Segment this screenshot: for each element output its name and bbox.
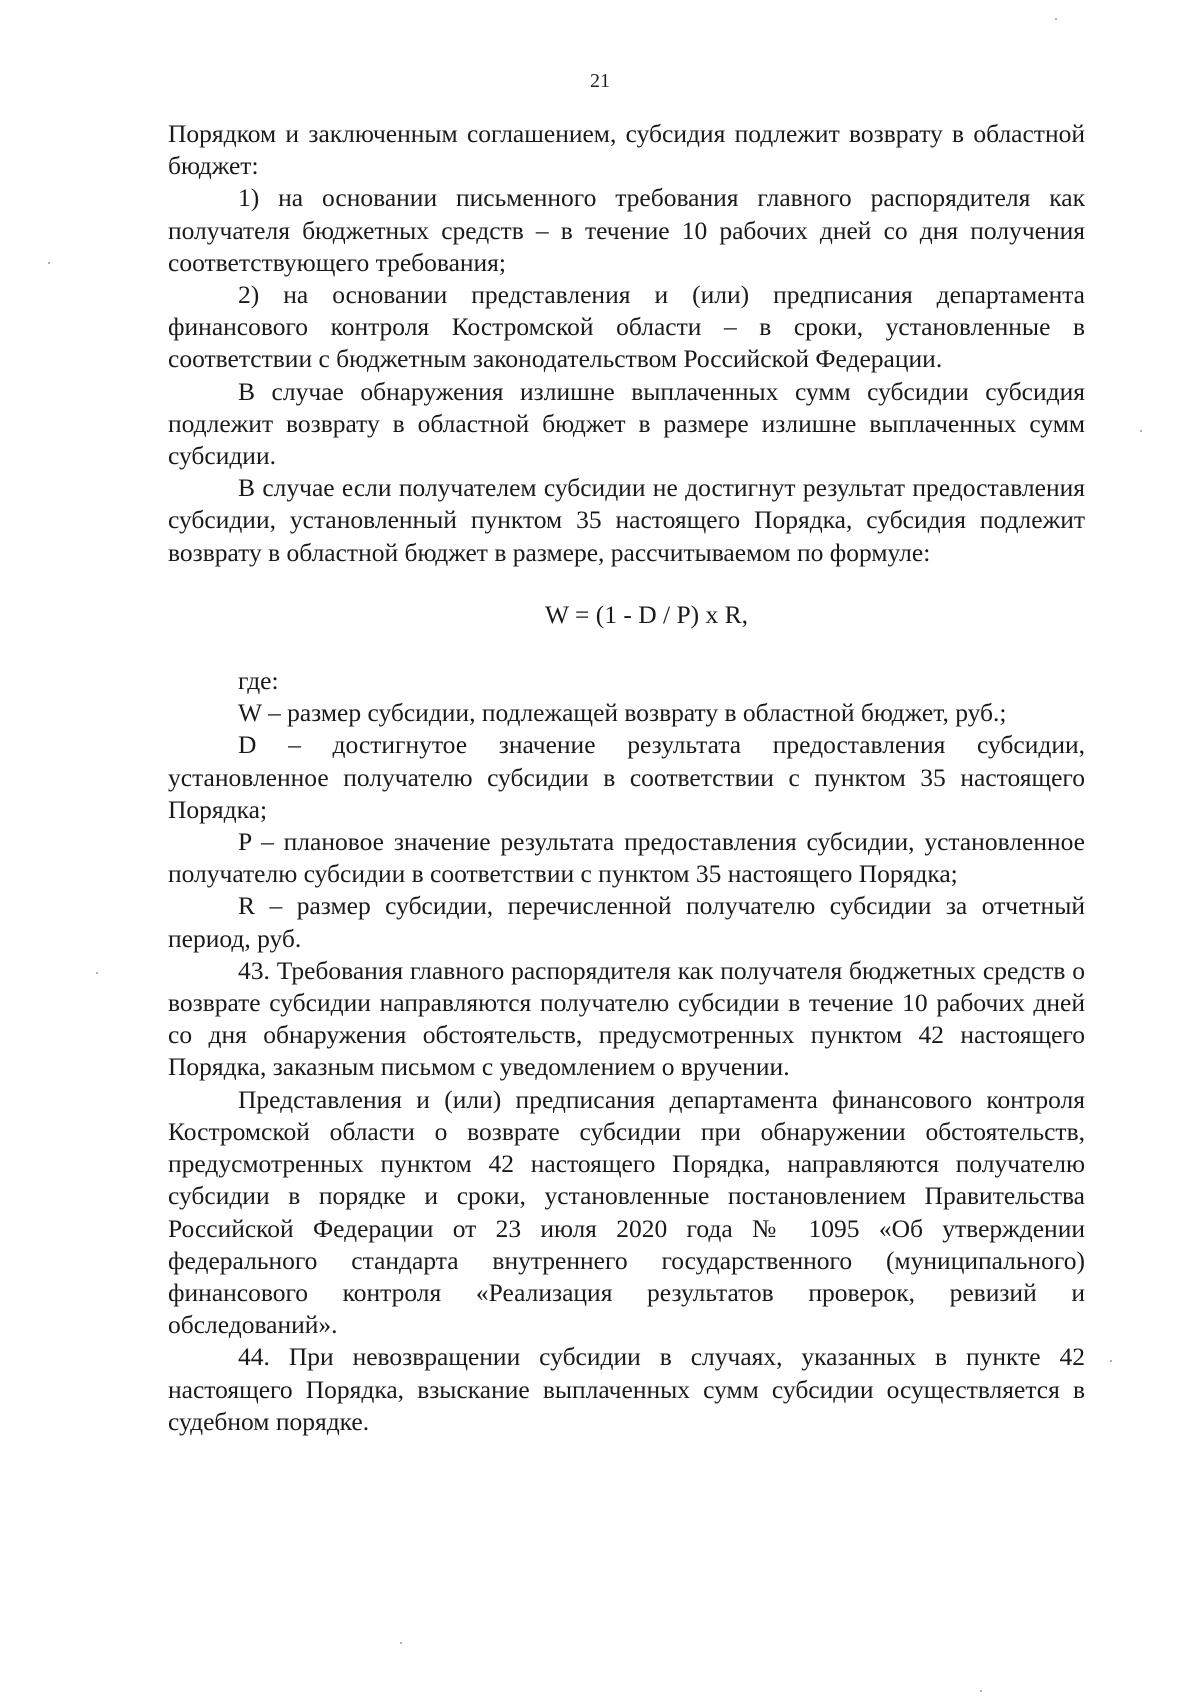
paragraph-excess-payment: В случае обнаружения излишне выплаченных сумм субсидии субсидия подлежит возврату в областной бюджет в размере излишне выплаченных сумм субсидии. (168, 376, 1085, 471)
page-number: 21 (590, 70, 610, 92)
definition-where: где: (238, 666, 279, 696)
definition-r: R – размер субсидии, перечисленной получателю субсидии за отчетный период, руб. (168, 891, 1085, 953)
paragraph-item-1: 1) на основании письменного требования главного распорядителя как получателя бюджетных средств – в течение 10 рабочих дней со дня получения соответствующего требования; (168, 183, 1085, 277)
definition-w: W – размер субсидии, подлежащей возврату в областной бюджет, руб.; (238, 698, 1007, 728)
paragraph-intro: Порядком и заключенным соглашением, субсидия подлежит возврату в областной бюджет: (168, 119, 1085, 181)
scan-speck (980, 1690, 982, 1692)
formula: W = (1 - D / P) x R, (544, 599, 749, 629)
scan-speck (1140, 430, 1142, 432)
scan-speck (400, 1642, 402, 1644)
paragraph-item-2: 2) на основании представления и (или) предписания департамента финансового контроля Костромской области – в сроки, установленные в соответствии с бюджетным законодательством Российской Федерации. (168, 280, 1085, 374)
scan-speck (96, 972, 98, 974)
paragraph-control-department: Представления и (или) предписания департамента финансового контроля Костромской области о возврате субсидии при обнаружении обстоятельств, предусмотренных пунктом 42 настоящего Порядка, направляются получателю субсидии в порядке и сроки, установленные постановлением Правительства Российской Федерации от 23 июля 2020 года № 1095 «Об утверждении федерального стандарта внутреннего государственного (муниципального) финансового контроля «Реализация результатов проверок, ревизий и обследований». (168, 1084, 1085, 1340)
scan-speck (1055, 18, 1057, 20)
definition-d: D – достигнутое значение результата предоставления субсидии, установленное получателю субсидии в соответствии с пунктом 35 настоящего Порядка; (168, 730, 1085, 824)
document-body (168, 118, 1085, 1438)
definition-p: P – плановое значение результата предоставления субсидии, установленное получателю субсидии в соответствии с пунктом 35 настоящего Порядка; (168, 827, 1085, 889)
paragraph-43: 43. Требования главного распорядителя как получателя бюджетных средств о возврате субсидии направляются получателю субсидии в течение 10 рабочих дней со дня обнаружения обстоятельств, предусмотренных пунктом 42 настоящего Порядка, заказным письмом с уведомлением о вручении. (168, 955, 1085, 1082)
scan-speck (1110, 1360, 1112, 1362)
paragraph-result-not-achieved: В случае если получателем субсидии не достигнут результат предоставления субсидии, установленный пунктом 35 настоящего Порядка, субсидия подлежит возврату в областной бюджет в размере, рассчитываемом по формуле: (168, 473, 1085, 567)
paragraph-44: 44. При невозвращении субсидии в случаях, указанных в пункте 42 настоящего Порядка, взыскание выплаченных сумм субсидии осуществляется в судебном порядке. (168, 1342, 1085, 1436)
scan-speck (48, 262, 50, 264)
